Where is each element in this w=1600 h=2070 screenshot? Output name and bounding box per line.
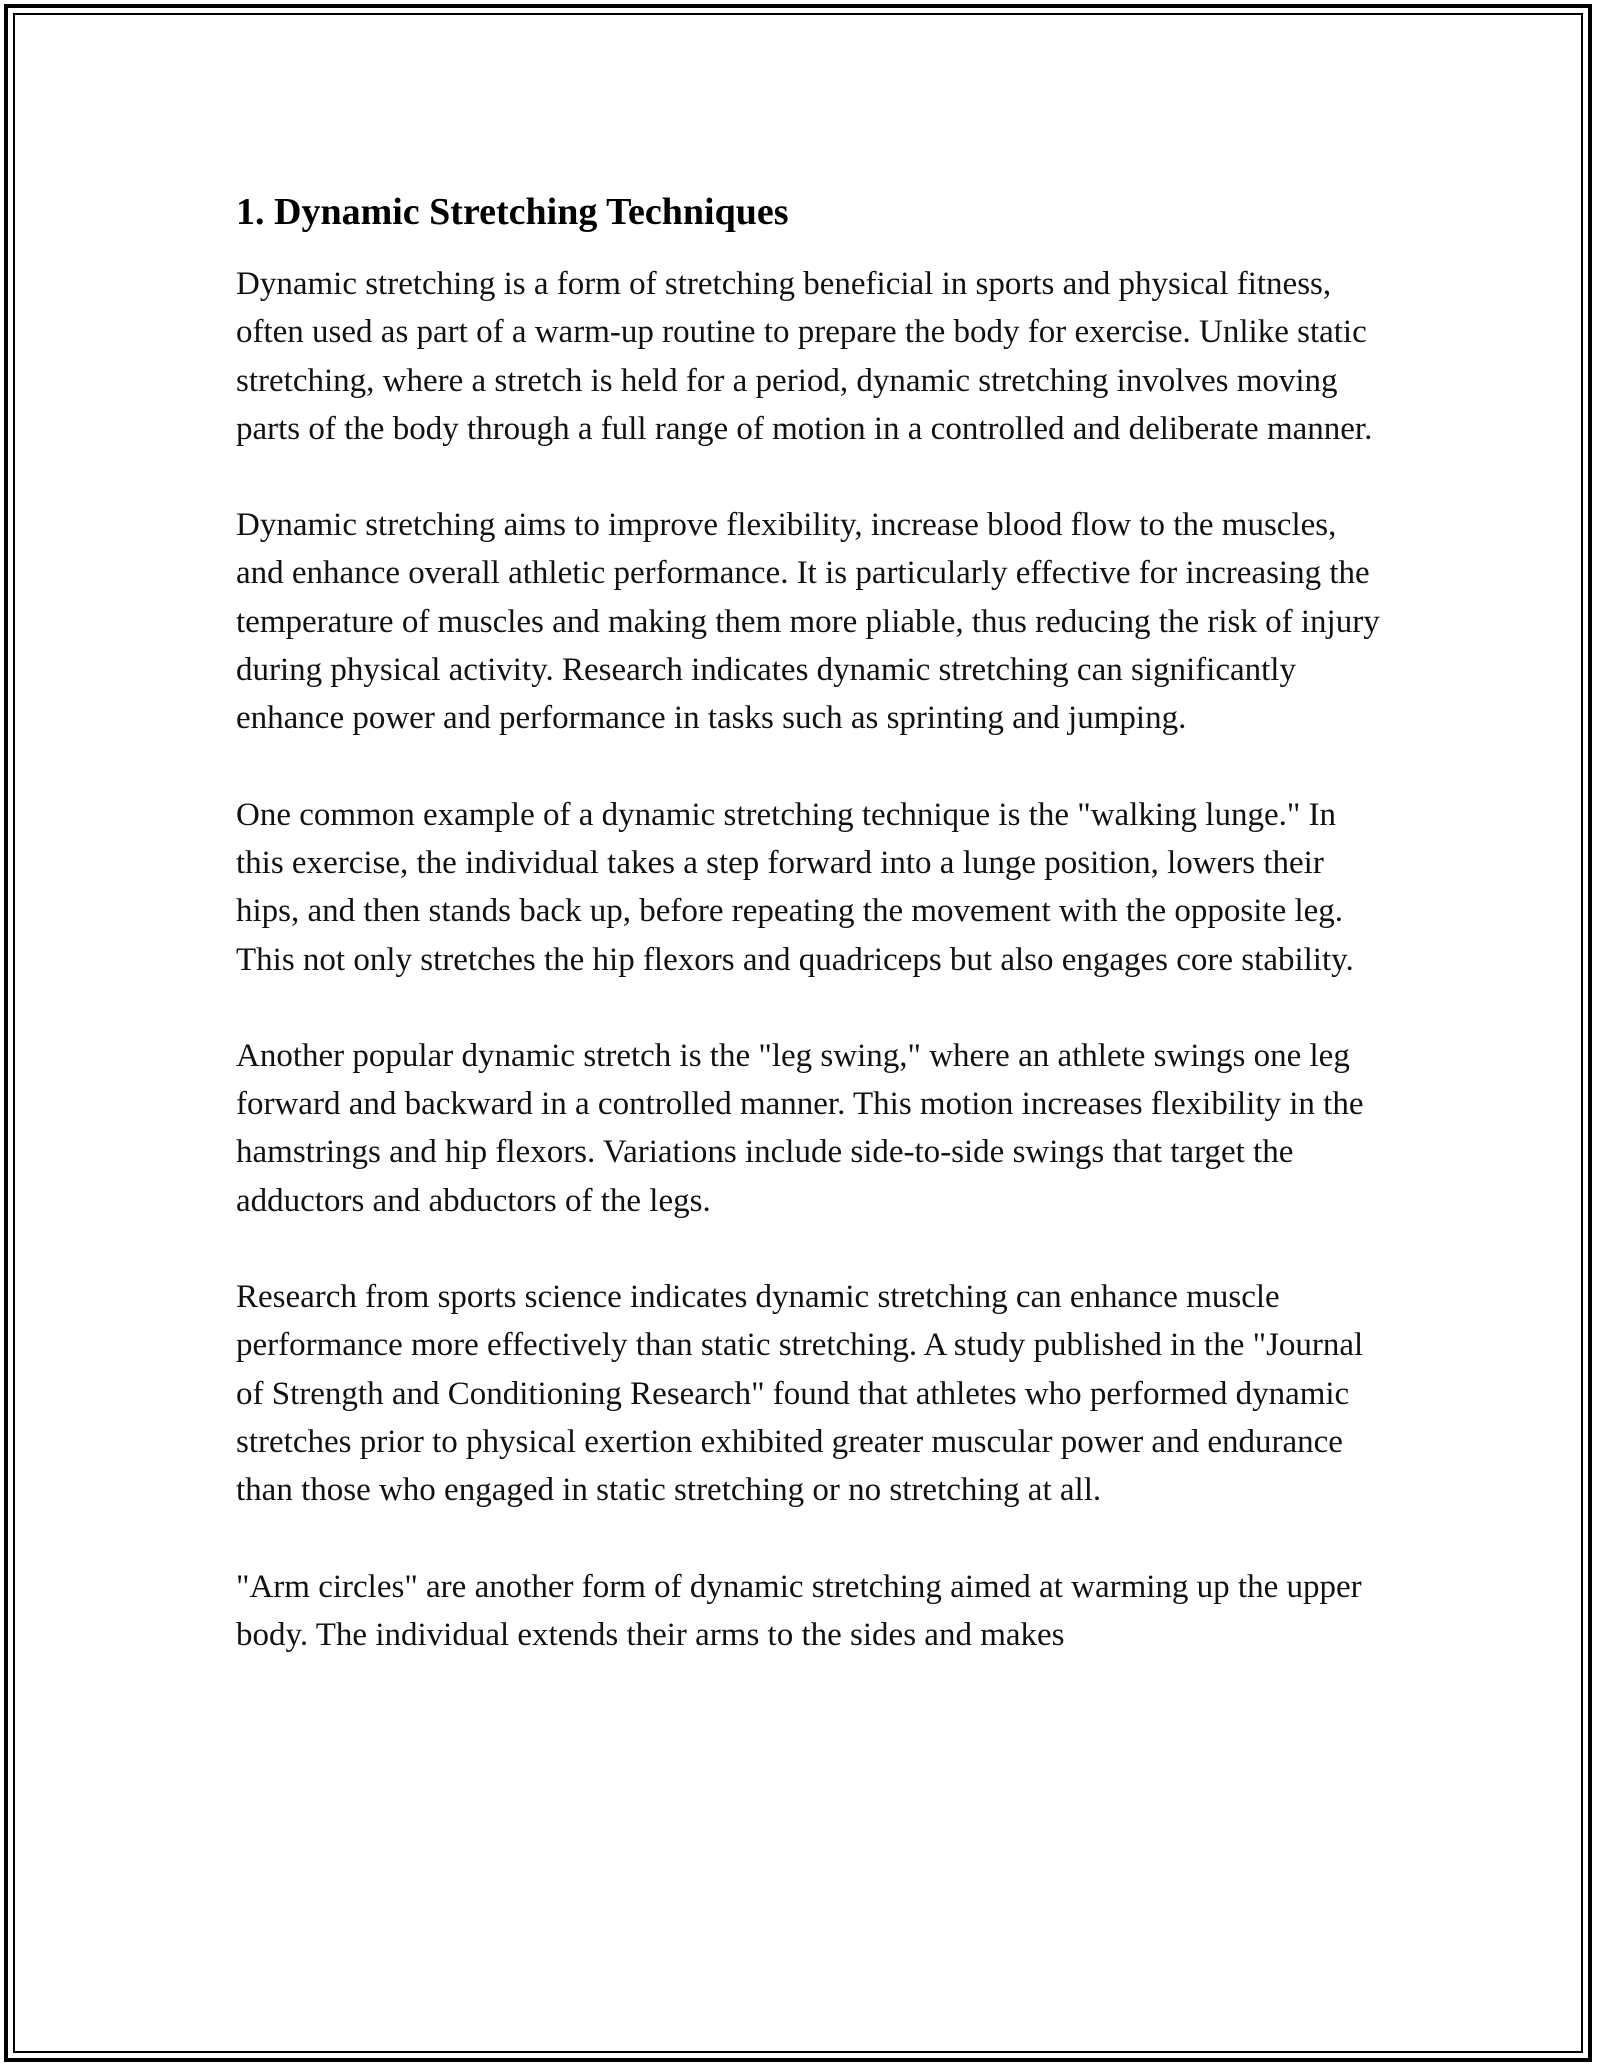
- paragraph-leg-swing: Another popular dynamic stretch is the "leg swing," where an athlete swings one leg forward and backward in a controlled manner. This motion increases flexibility in the hamstrings and hip flexors. Variations include side-to-side swings that target the adductors and abductors of the legs.: [236, 1037, 1364, 1219]
- paragraph-intro: Dynamic stretching is a form of stretching beneficial in sports and physical fitness, often used as part of a warm-up routine to prepare the body for exercise. Unlike static stretching, where a stretch is held for a period, dynamic stretching involves moving parts of the body through a full range of motion in a controlled and deliberate manner.: [236, 266, 1373, 447]
- paragraph-arm-circles: "Arm circles" are another form of dynamic stretching aimed at warming up the upper body. The individual extends their arms to the sides and makes: [236, 1568, 1362, 1653]
- paragraph-walking-lunge: One common example of a dynamic stretching technique is the "walking lunge." In this exercise, the individual takes a step forward into a lunge position, lowers their hips, and then stands back up, before repeating the movement with the opposite leg. This not only stretches the hip flexors and quadriceps but also engages core stability.: [236, 796, 1354, 978]
- paragraph-benefits: Dynamic stretching aims to improve flexibility, increase blood flow to the muscles, and enhance overall athletic performance. It is particularly effective for increasing the temperature of muscles and making them more pliable, thus reducing the risk of injury during physical activity. Research indicates dynamic stretching can significantly enhance power and performance in tasks such as sprinting and jumping.: [236, 507, 1380, 737]
- section-heading: 1. Dynamic Stretching Techniques: [236, 191, 789, 233]
- paragraph-research: Research from sports science indicates dynamic stretching can enhance muscle performance more effectively than static stretching. A study published in the "Journal of Strength and Conditioning Research" found that athletes who performed dynamic stretches prior to physical exertion exhibited greater muscular power and endurance than those who engaged in static stretching or no stretching at all.: [236, 1279, 1364, 1509]
- document-body: [236, 186, 1386, 1707]
